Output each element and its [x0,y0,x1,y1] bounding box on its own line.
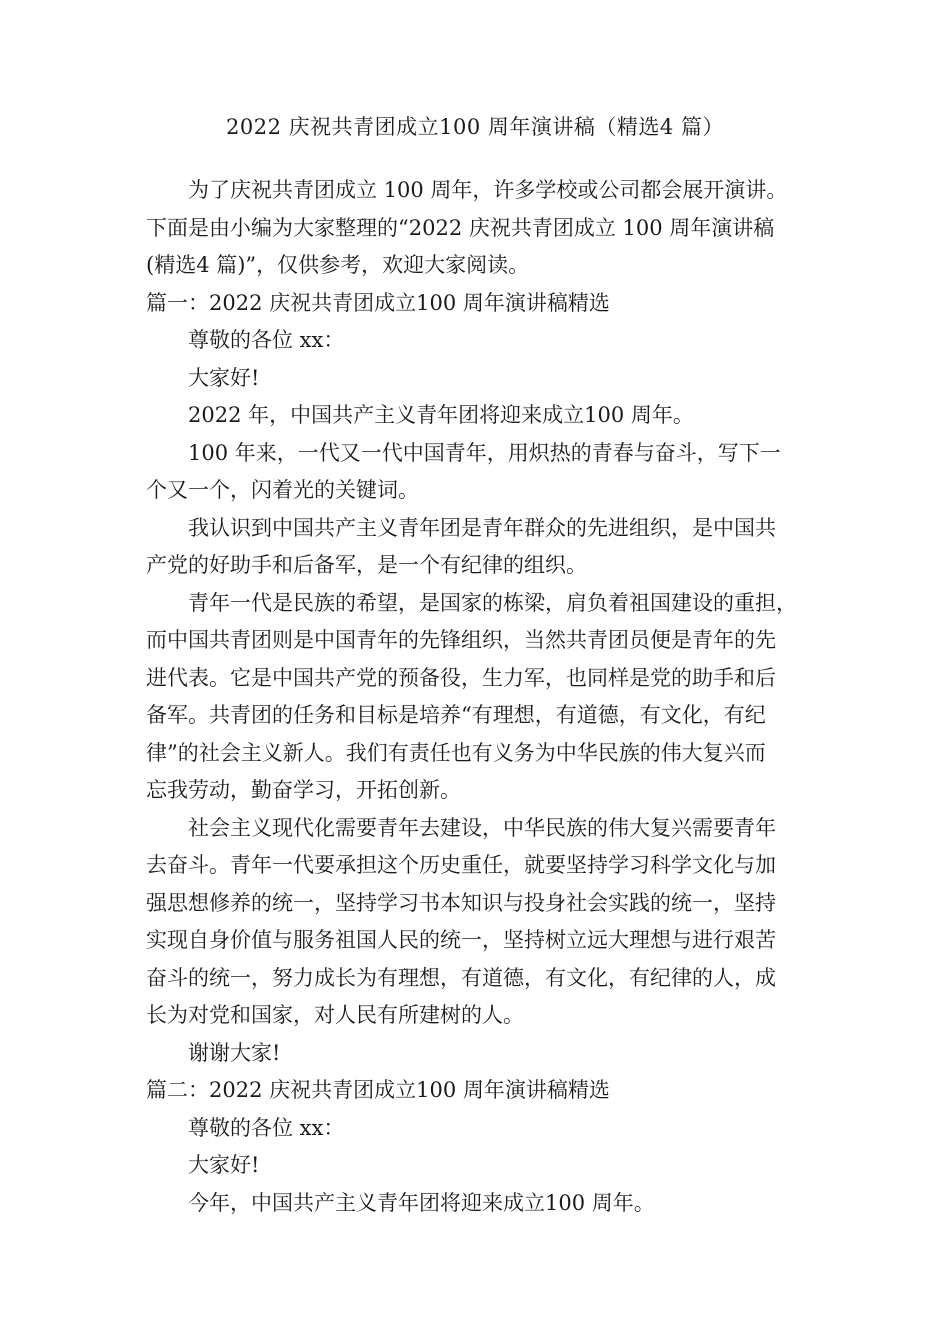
document-title: 2022 庆祝共青团成立100 周年演讲稿（精选4 篇） [226,115,724,139]
text-line: 律”的社会主义新人。我们有责任也有义务为中华民族的伟大复兴而 [146,740,766,765]
text-line: 100 年来，一代又一代中国青年，用炽热的青春与奋斗，写下一 [188,440,781,465]
paragraph [146,322,811,360]
text-line: 2022 年，中国共产主义青年团将迎来成立100 周年。 [188,403,694,427]
paragraph [146,435,811,510]
text-line: 为了庆祝共青团成立 100 周年，许多学校或公司都会展开演讲。 [188,178,788,202]
paragraph [146,585,811,810]
section-heading: 篇一：2022 庆祝共青团成立100 周年演讲稿精选 [146,290,610,315]
text-line: 青年一代是民族的希望，是国家的栋梁，肩负着祖国建设的重担， [188,590,797,615]
text-line: 长为对党和国家，对人民有所建树的人。 [146,1003,524,1027]
paragraph [146,397,811,435]
paragraph [146,510,811,585]
paragraph [146,810,811,1035]
text-line: (精选4 篇)”，仅供参考，欢迎大家阅读。 [146,253,530,277]
text-line: 个又一个，闪着光的关键词。 [146,478,419,502]
text-line: 我认识到中国共产主义青年团是青年群众的先进组织，是中国共 [188,515,776,540]
section-heading: 篇二：2022 庆祝共青团成立100 周年演讲稿精选 [146,1078,610,1102]
text-line: 大家好! [188,365,260,390]
text-line: 社会主义现代化需要青年去建设，中华民族的伟大复兴需要青年 [188,815,776,840]
text-line: 而中国共青团则是中国青年的先锋组织，当然共青团员便是青年的先 [146,628,776,652]
text-line: 实现自身价值与服务祖国人民的统一，坚持树立远大理想与进行艰苦 [146,928,776,952]
intro-paragraph [146,172,811,285]
paragraph [146,1035,811,1073]
text-line: 谢谢大家! [188,1040,281,1065]
paragraph [146,1185,811,1223]
paragraph [146,360,811,398]
paragraph [146,1110,811,1148]
text-line: 备军。共青团的任务和目标是培养“有理想，有道德，有文化，有纪 [146,703,766,727]
text-line: 大家好! [188,1153,260,1177]
text-line: 尊敬的各位 xx： [188,328,345,352]
text-line: 尊敬的各位 xx： [188,1115,345,1140]
text-line: 奋斗的统一，努力成长为有理想，有道德，有文化，有纪律的人，成 [146,965,776,990]
text-line: 忘我劳动，勤奋学习，开拓创新。 [146,778,461,802]
paragraph [146,1147,811,1185]
text-line: 去奋斗。青年一代要承担这个历史重任，就要坚持学习科学文化与加 [146,853,776,877]
text-line: 强思想修养的统一，坚持学习书本知识与投身社会实践的统一，坚持 [146,890,776,915]
text-line: 进代表。它是中国共产党的预备役，生力军，也同样是党的助手和后 [146,665,776,690]
text-line: 下面是由小编为大家整理的“2022 庆祝共青团成立 100 周年演讲稿 [146,215,775,240]
document-body [146,172,811,1222]
text-line: 今年，中国共产主义青年团将迎来成立100 周年。 [188,1190,655,1215]
text-line: 产党的好助手和后备军，是一个有纪律的组织。 [146,553,587,577]
